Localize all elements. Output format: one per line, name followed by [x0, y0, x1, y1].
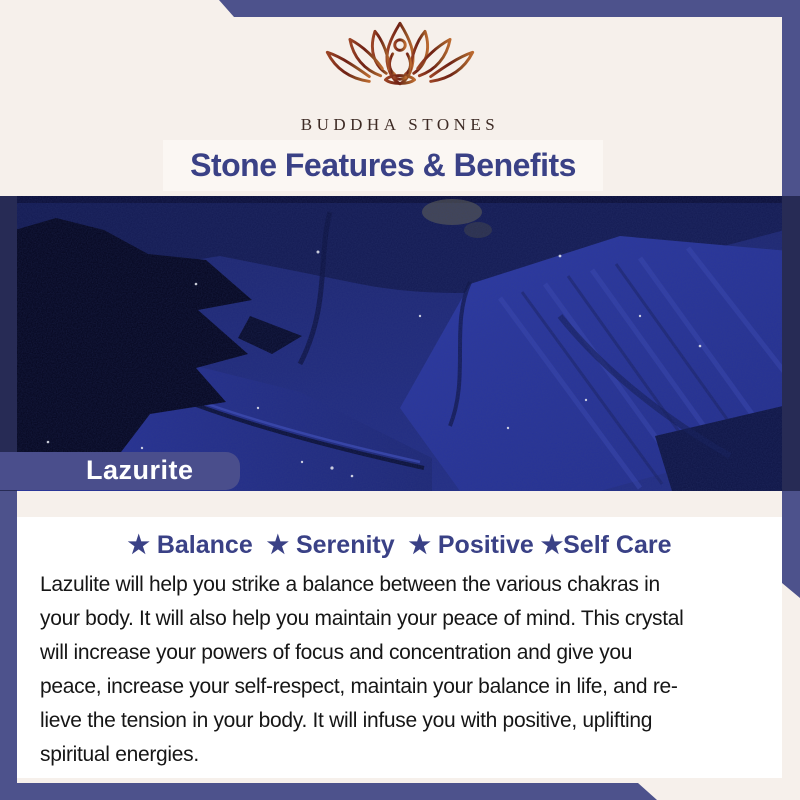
description-text: Lazulite will help you strike a balance between the various chakras in your body. It will also help you maintain your peace of mind. This crystal will increase your powers of focus and concentration and give you peace, increase your self-respect, maintain your balance in life, and re- lieve the tension in your body. It will infuse you with positive, uplifting spiritual energies. — [40, 573, 684, 766]
stone-name-ribbon: Lazurite — [0, 452, 240, 490]
lotus-meditation-icon — [295, 20, 505, 117]
page-title: Stone Features & Benefits — [190, 147, 576, 183]
info-panel — [17, 517, 782, 778]
brand-name: BUDDHA STONES — [300, 115, 500, 134]
frame-top-bar — [0, 0, 800, 17]
photo-left-edge-shade — [0, 196, 17, 491]
photo-right-edge-shade — [782, 196, 800, 491]
frame-bottom-bar — [0, 783, 800, 800]
lazurite-stone-photo — [0, 196, 800, 491]
features-star-line: ★ Balance ★ Serenity ★ Positive ★Self Care — [127, 531, 672, 559]
title-band — [163, 140, 603, 191]
